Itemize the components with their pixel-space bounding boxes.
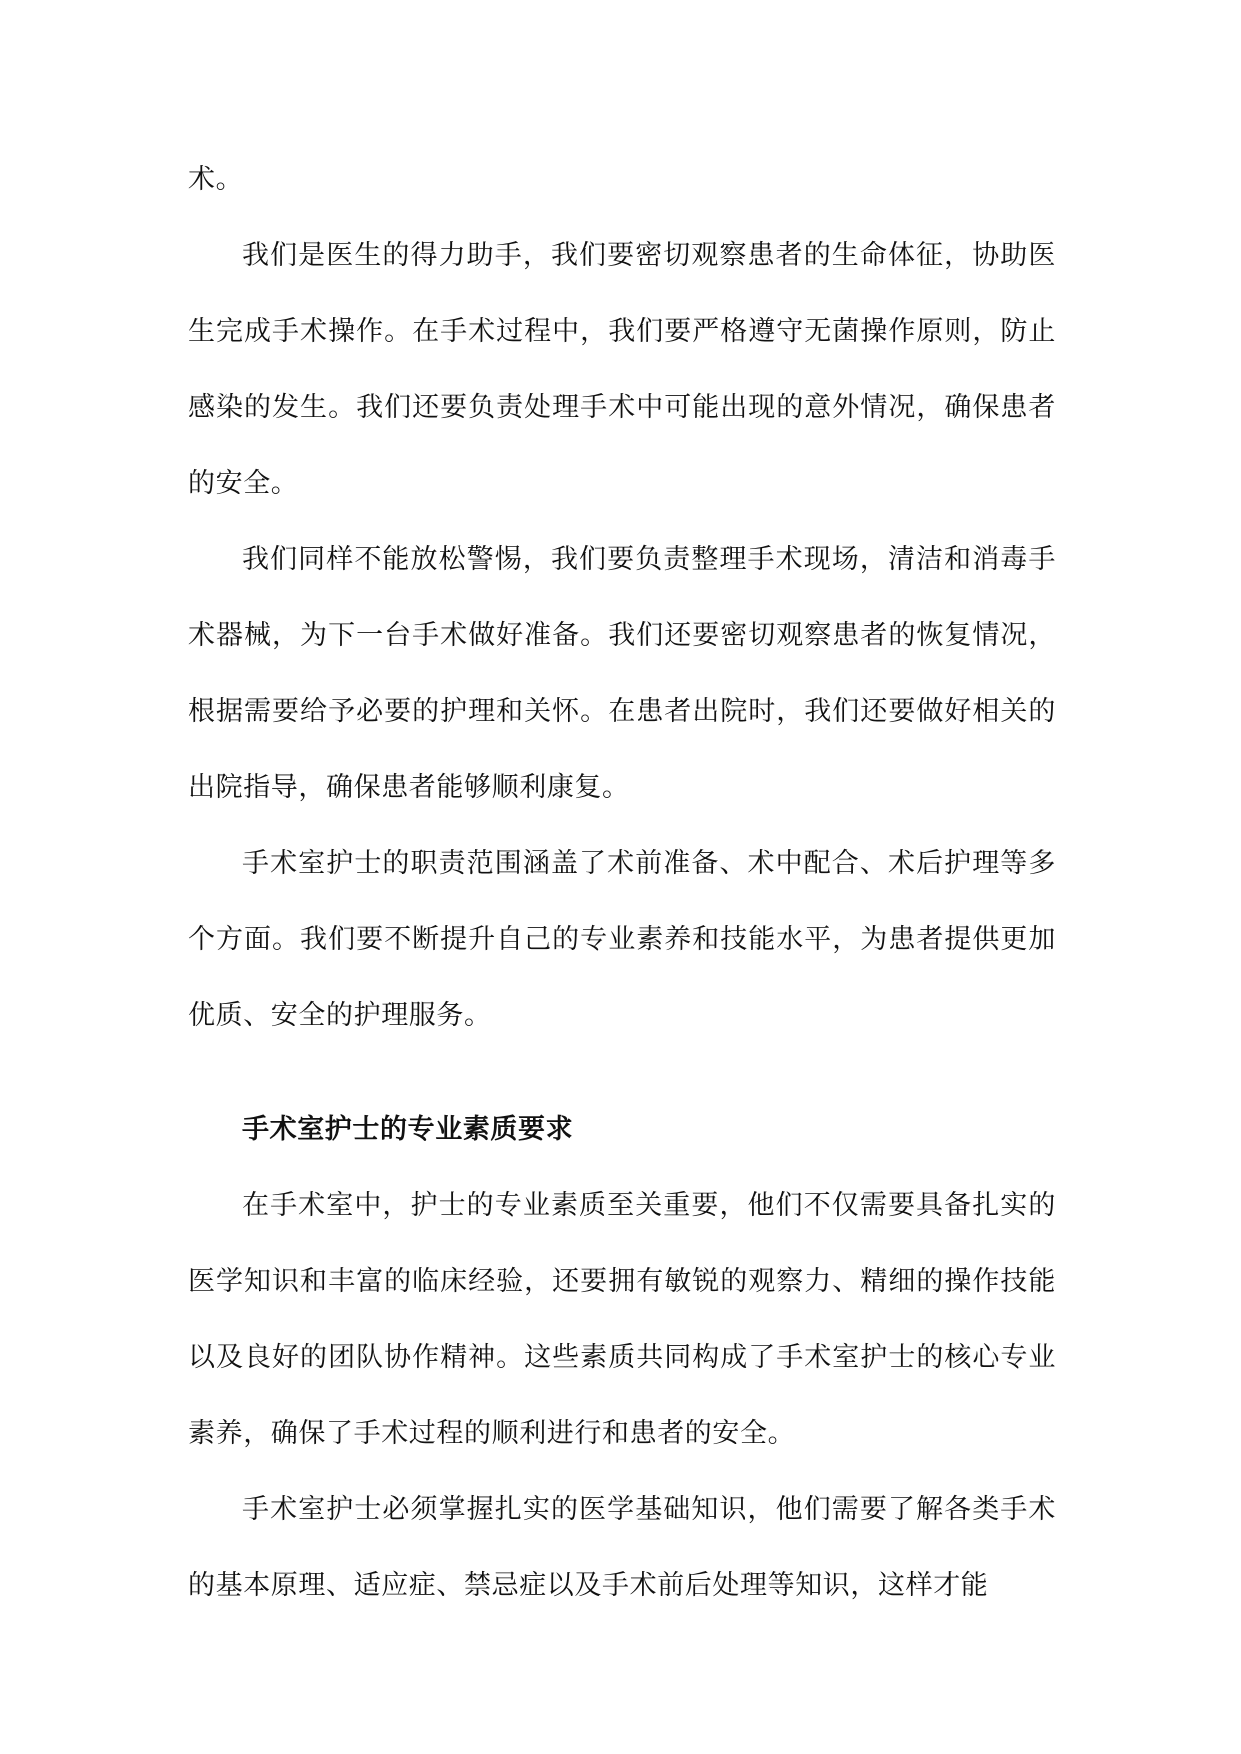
section-heading: 手术室护士的专业素质要求	[242, 1114, 574, 1145]
paragraph-post-surgery: 我们同样不能放松警惕，我们要负责整理手术现场，清洁和消毒手术器械，为下一台手术做好准备。我们还要密切观察患者的恢复情况，根据需要给予必要的护理和关怀。在患者出院时，我们还要做好相关的出院指导，确保患者能够顺利康复。	[188, 544, 1056, 803]
paragraph-surgeon-assistant: 我们是医生的得力助手，我们要密切观察患者的生命体征，协助医生完成手术操作。在手术过程中，我们要严格遵守无菌操作原则，防止感染的发生。我们还要负责处理手术中可能出现的意外情况，确保患者的安全。	[188, 240, 1056, 499]
paragraph-continuation: 术。	[188, 164, 244, 195]
document-body	[188, 142, 1056, 1624]
paragraph-medical-knowledge: 手术室护士必须掌握扎实的医学基础知识，他们需要了解各类手术的基本原理、适应症、禁忌症以及手术前后处理等知识，这样才能	[188, 1494, 1056, 1601]
paragraph-responsibility-scope: 手术室护士的职责范围涵盖了术前准备、术中配合、术后护理等多个方面。我们要不断提升自己的专业素养和技能水平，为患者提供更加优质、安全的护理服务。	[188, 848, 1056, 1031]
paragraph-professional-quality: 在手术室中，护士的专业素质至关重要，他们不仅需要具备扎实的医学知识和丰富的临床经验，还要拥有敏锐的观察力、精细的操作技能以及良好的团队协作精神。这些素质共同构成了手术室护士的核心专业素养，确保了手术过程的顺利进行和患者的安全。	[188, 1190, 1056, 1449]
